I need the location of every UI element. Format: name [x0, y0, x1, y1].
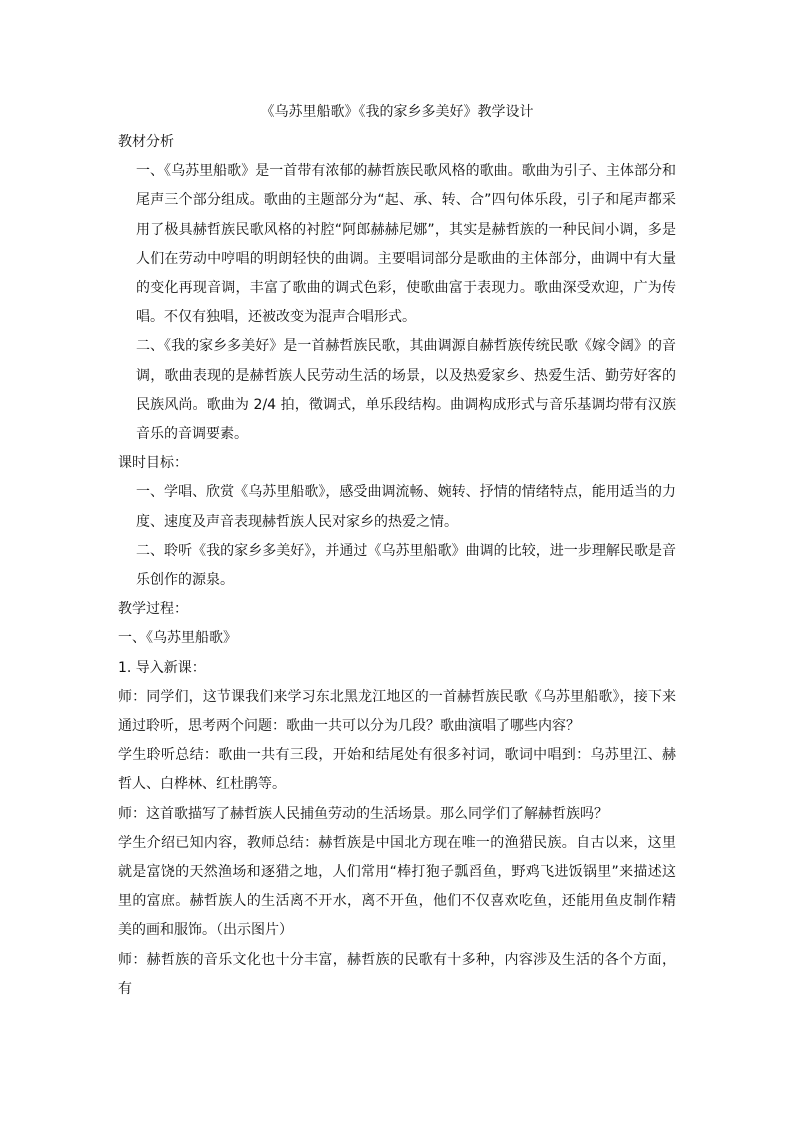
- goal-two: 二、聆听《我的家乡多美好》，并通过《乌苏里船歌》曲调的比较，进一步理解民歌是音乐创作的源泉。: [136, 542, 676, 589]
- teacher-question: 师：同学们，这节课我们来学习东北黑龙江地区的一首赫哲族民歌《乌苏里船歌》，接下来通过聆听，思考两个问题：歌曲一共可以分为几段？歌曲演唱了哪些内容？: [118, 688, 676, 735]
- student-summary: 学生聆听总结：歌曲一共有三段，开始和结尾处有很多衬词，歌词中唱到：乌苏里江、赫哲人、白桦林、红杜鹃等。: [118, 747, 676, 793]
- section-heading-material-analysis: 教材分析: [118, 134, 174, 150]
- paragraph-song-two-analysis: 二、《我的家乡多美好》是一首赫哲族民歌，其曲调源自赫哲族传统民歌《嫁令阔》的音调，歌曲表现的是赫哲族人民劳动生活的场景，以及热爱家乡、热爱生活、勤劳好客的民族风尚。歌曲为 2/4 拍，徵调式，单乐段结构。曲调构成形式与音乐基调均带有汉族音乐的音调要素。: [136, 338, 676, 443]
- paragraph-song-one-analysis: 一、《乌苏里船歌》是一首带有浓郁的赫哲族民歌风格的歌曲。歌曲为引子、主体部分和尾声三个部分组成。歌曲的主题部分为“起、承、转、合”四句体乐段，引子和尾声都采用了极具赫哲族民歌风格的衬腔“阿郎赫赫尼娜”，其实是赫哲族的一种民间小调，多是人们在劳动中哼唱的明朗轻快的曲调。主要唱词部分是歌曲的主体部分，曲调中有大量的变化再现音调，丰富了歌曲的调式色彩，使歌曲富于表现力。歌曲深受欢迎，广为传唱。不仅有独唱，还被改变为混声合唱形式。: [136, 163, 676, 326]
- subheading-wusuli-song: 一、《乌苏里船歌》: [118, 630, 237, 647]
- step-introduction: 1. 导入新课：: [118, 659, 206, 676]
- section-heading-teaching-process: 教学过程：: [118, 601, 188, 618]
- teacher-music-culture: 师：赫哲族的音乐文化也十分丰富，赫哲族的民歌有十多种，内容涉及生活的各个方面，有: [118, 951, 676, 997]
- goal-one: 一、学唱、欣赏《乌苏里船歌》，感受曲调流畅、婉转、抒情的情绪特点，能用适当的力度、速度及声音表现赫哲族人民对家乡的热爱之情。: [136, 484, 676, 530]
- student-introduction: 学生介绍已知内容，教师总结：赫哲族是中国北方现在唯一的渔猎民族。自古以来，这里就是富饶的天然渔场和逐猎之地，人们常用“棒打狍子瓢舀鱼，野鸡飞进饭锅里”来描述这里的富庶。赫哲族人的生活离不开水，离不开鱼，他们不仅喜欢吃鱼，还能用鱼皮制作精美的画和服饰。（出示图片）: [118, 834, 676, 939]
- teacher-prompt-hezhe: 师：这首歌描写了赫哲族人民捕鱼劳动的生活场景。那么同学们了解赫哲族吗？: [118, 805, 608, 822]
- section-heading-lesson-goals: 课时目标：: [118, 455, 188, 472]
- document-title: 《乌苏里船歌》《我的家乡多美好》教学设计: [260, 104, 534, 120]
